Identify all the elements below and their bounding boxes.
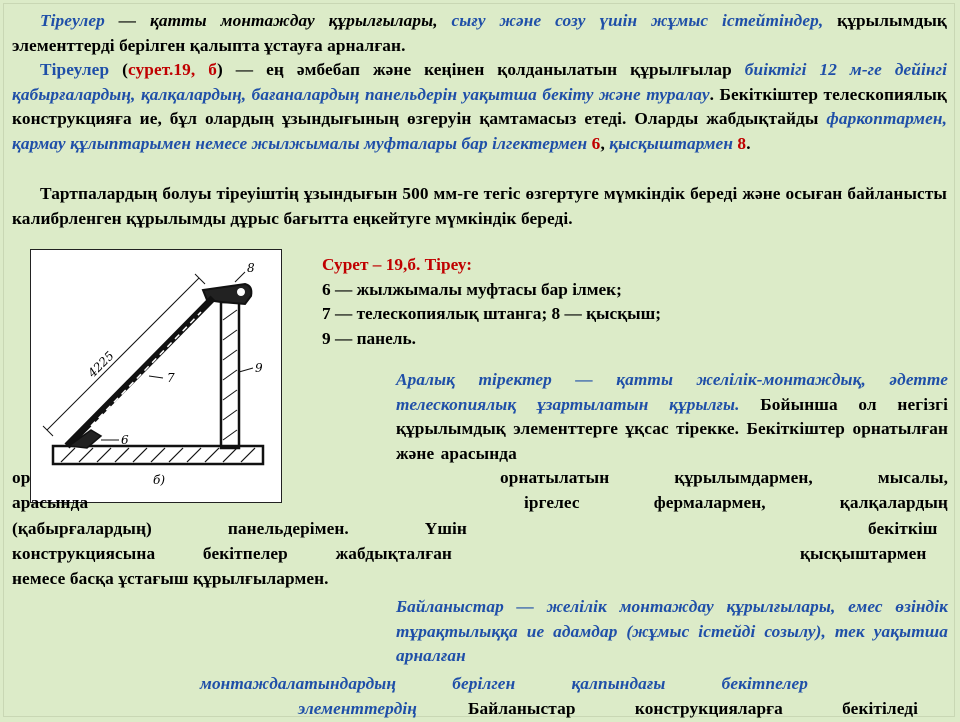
caption-line-1: 6 — жылжымалы муфтасы бар ілмек; — [322, 279, 622, 299]
label-9: 9 — [255, 361, 263, 375]
panels-line-2: конструкциясына бекітпелер жабдықталған — [12, 544, 452, 563]
number-8: 8 — [733, 133, 747, 153]
number-6: 6 — [587, 133, 601, 153]
ties-line-4: монтаждалатындардың берілген қалпындағы бекітпелер — [200, 674, 808, 693]
definition-italic: сығу және созу үшін жұмыс істейтіндер, — [451, 11, 824, 30]
floor-hatching — [61, 448, 255, 462]
ties-line-5-italic: элементтердің — [298, 699, 417, 718]
description-italic-1: биіктігі 12 м-ге дейінгі қабырғалардың, қалқалардың, бағаналардың панельдерін уақытша бекіту және туралау — [12, 60, 947, 104]
description-italic-3: қысқыштармен — [609, 133, 734, 153]
ties-line-5-rest: Байланыстар конструкцияларға бекітіледі — [468, 699, 918, 718]
definition-rest: құрылымдық элементтерді берілген қалыпта ұстауға арналған. — [12, 11, 947, 55]
panels-line-1-right: бекіткіш — [868, 519, 938, 538]
caption-line-3: 9 — панель. — [322, 328, 416, 348]
intermediate-term: Аралық тіректер — қатты желілік-монтаждық, әдетте телескопиялық ұзартылатын құрылғы. — [396, 370, 948, 414]
term-struts-2: Тіреулер — [40, 60, 110, 79]
comma: , — [600, 133, 610, 153]
paragraph-ties: Байланыстар — желілік монтаждау құрылғылары, емес өзіндік тұрақтылыққа ие адамдар (жұмыс істейді созылу), тек уақытша арналған — [396, 597, 948, 666]
panels-line-1: (қабырғалардың) панельдерімен. Үшін — [12, 519, 467, 538]
panels-line-3: немесе басқа ұстағыш құрылғылармен. — [12, 569, 329, 588]
paragraph-struts-definition — [12, 9, 947, 58]
subfigure-label: б) — [153, 473, 166, 487]
figure-strut-diagram — [30, 249, 282, 503]
label-8: 8 — [247, 261, 255, 275]
paragraph-intermediate-supports — [396, 368, 948, 466]
strut-drawing — [31, 250, 281, 502]
panels-line-2-right: қысқыштармен — [800, 544, 927, 563]
overlap-left-2: арасында — [12, 493, 89, 512]
panel-hatching — [223, 310, 237, 440]
term-struts: Тіреулер — [40, 11, 105, 30]
caption-line-2: 7 — телескопиялық штанга; 8 — қысқыш; — [322, 304, 661, 324]
caption-title: Сурет – 19,б. Тіреу: — [322, 255, 472, 274]
period: . — [746, 133, 751, 153]
overlap-right-2: іргелес фермалармен, қалқалардың — [524, 493, 948, 512]
paragraph-struts-description — [12, 58, 947, 156]
label-6: 6 — [121, 433, 129, 447]
open-paren: ( — [109, 60, 128, 79]
figure-caption — [322, 253, 661, 351]
description-text: ) — ең әмбебап және кеңінен қолданылатын құрылғылар — [217, 60, 745, 79]
dimension-line — [47, 278, 199, 430]
intermediate-rest: Бойынша ол негізгі құрылымдық элементтерге ұқсас тірекке. Бекіткіштер орнатылған және арасында — [396, 394, 949, 463]
label-7: 7 — [167, 371, 175, 385]
definition-dash: — қатты монтаждау құрылғылары, — [104, 11, 452, 30]
figure-reference: сурет.19, б — [127, 60, 217, 79]
overlap-left-1: ор — [12, 468, 31, 487]
paragraph-tension-rods: Тартпалардың болуы тіреуіштің ұзындығын 500 мм-ге тегіс өзгертуге мүмкіндік береді және осыған байланысты калибрленген құрылымды дұрыс бағытта еңкейтуге мүмкіндік береді. — [12, 184, 947, 228]
description-text-2: . Бекіткіштер телескопиялық конструкцияға ие, бұл олардың ұзындығының өзгеруін қамтамасыз етеді. Оларды жабдықтайды — [12, 84, 947, 129]
overlap-right-1: орнатылатын құрылымдармен, мысалы, — [500, 468, 948, 487]
dimension-label: 4225 — [85, 348, 117, 381]
description-italic-2: фаркоптармен, қармау құлыптарымен немесе жылжымалы муфталары бар ілгектермен — [12, 109, 947, 153]
